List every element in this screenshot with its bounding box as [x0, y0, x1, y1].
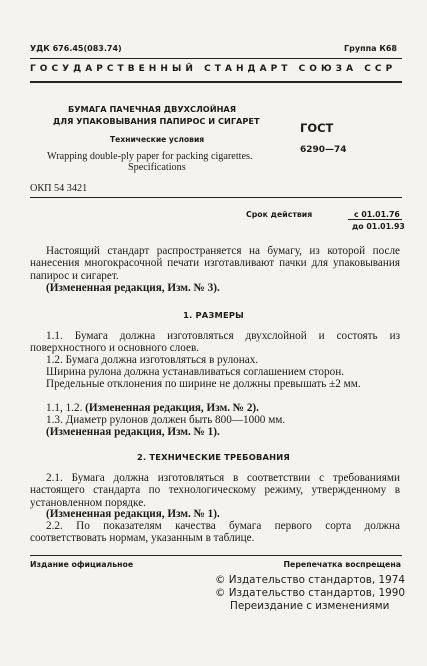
clause-2-1-edit-note: (Измененная редакция, Изм. № 1).	[46, 508, 220, 520]
intro-edit-note: (Измененная редакция, Изм. № 3).	[46, 282, 220, 294]
intro-paragraph: Настоящий стандарт распространяется на бумагу, из которой после нанесения многокрасочной печати изготавливают пачки для упаковывания папирос и сигарет.	[30, 245, 400, 282]
edit-note-clause-numbers: 1.1, 1.2.	[46, 402, 83, 414]
clause-2-2: 2.2. По показателям качества бумага первого сорта должна соответствовать нормам, указанным в таблице.	[30, 520, 400, 545]
footer-rule	[30, 555, 402, 556]
title-block-rule	[30, 197, 402, 198]
validity-to: до 01.01.93	[352, 222, 405, 231]
section-2-title: 2. ТЕХНИЧЕСКИЕ ТРЕБОВАНИЯ	[137, 452, 290, 462]
clause-1-1-1-2-edit-note	[30, 402, 400, 414]
okp-code: ОКП 54 3421	[30, 183, 88, 194]
gost-label: ГОСТ	[300, 121, 334, 135]
edit-note-text: (Измененная редакция, Изм. № 2).	[85, 402, 259, 414]
clause-1-3-edit-note: (Измененная редакция, Изм. № 1).	[46, 426, 220, 438]
udk-code: УДК 676.45(083.74)	[30, 44, 122, 53]
group-code: Группа К68	[344, 44, 397, 53]
header-rule-bottom	[30, 81, 402, 83]
reissue-note: Переиздание с изменениями	[230, 600, 390, 612]
copyright-1974: © Издательство стандартов, 1974	[215, 574, 405, 586]
clause-1-2-width: Ширина рулона должна устанавливаться соглашением сторон.	[46, 366, 344, 378]
gost-number: 6290—74	[300, 145, 347, 155]
reprint-prohibited-label: Перепечатка воспрещена	[283, 560, 401, 569]
state-standard-heading: ГОСУДАРСТВЕННЫЙ СТАНДАРТ СОЮЗА ССР	[30, 64, 397, 74]
clause-1-1: 1.1. Бумага должна изготовляться двухслойной и состоять из поверхностного и основного слоев.	[30, 330, 400, 355]
section-1-title: 1. РАЗМЕРЫ	[183, 310, 244, 320]
title-line-2: ДЛЯ УПАКОВЫВАНИЯ ПАПИРОС И СИГАРЕТ	[53, 116, 260, 126]
clause-2-1: 2.1. Бумага должна изготовляться в соответствии с требованиями настоящего стандарта по технологическому режиму, утвержденному в установленном порядке.	[30, 472, 400, 509]
english-title-line-2: Specifications	[128, 162, 186, 173]
header-rule-top	[30, 58, 402, 59]
clause-1-2-tolerance: Предельные отклонения по ширине не должны превышать ±2 мм.	[46, 378, 361, 390]
copyright-1990: © Издательство стандартов, 1990	[215, 587, 405, 599]
english-title-line-1: Wrapping double-ply paper for packing cigarettes.	[47, 151, 253, 162]
validity-from: с 01.01.76	[354, 210, 400, 219]
validity-divider	[348, 219, 402, 220]
clause-1-3: 1.3. Диаметр рулонов должен быть 800—1000 мм.	[46, 414, 286, 426]
validity-label: Срок действия	[246, 210, 313, 219]
clause-1-2: 1.2. Бумага должна изготовляться в рулонах.	[46, 354, 259, 366]
title-line-1: БУМАГА ПАЧЕЧНАЯ ДВУХСЛОЙНАЯ	[68, 104, 237, 114]
tech-conditions-label: Технические условия	[110, 135, 205, 144]
official-edition-label: Издание официальное	[30, 560, 134, 569]
